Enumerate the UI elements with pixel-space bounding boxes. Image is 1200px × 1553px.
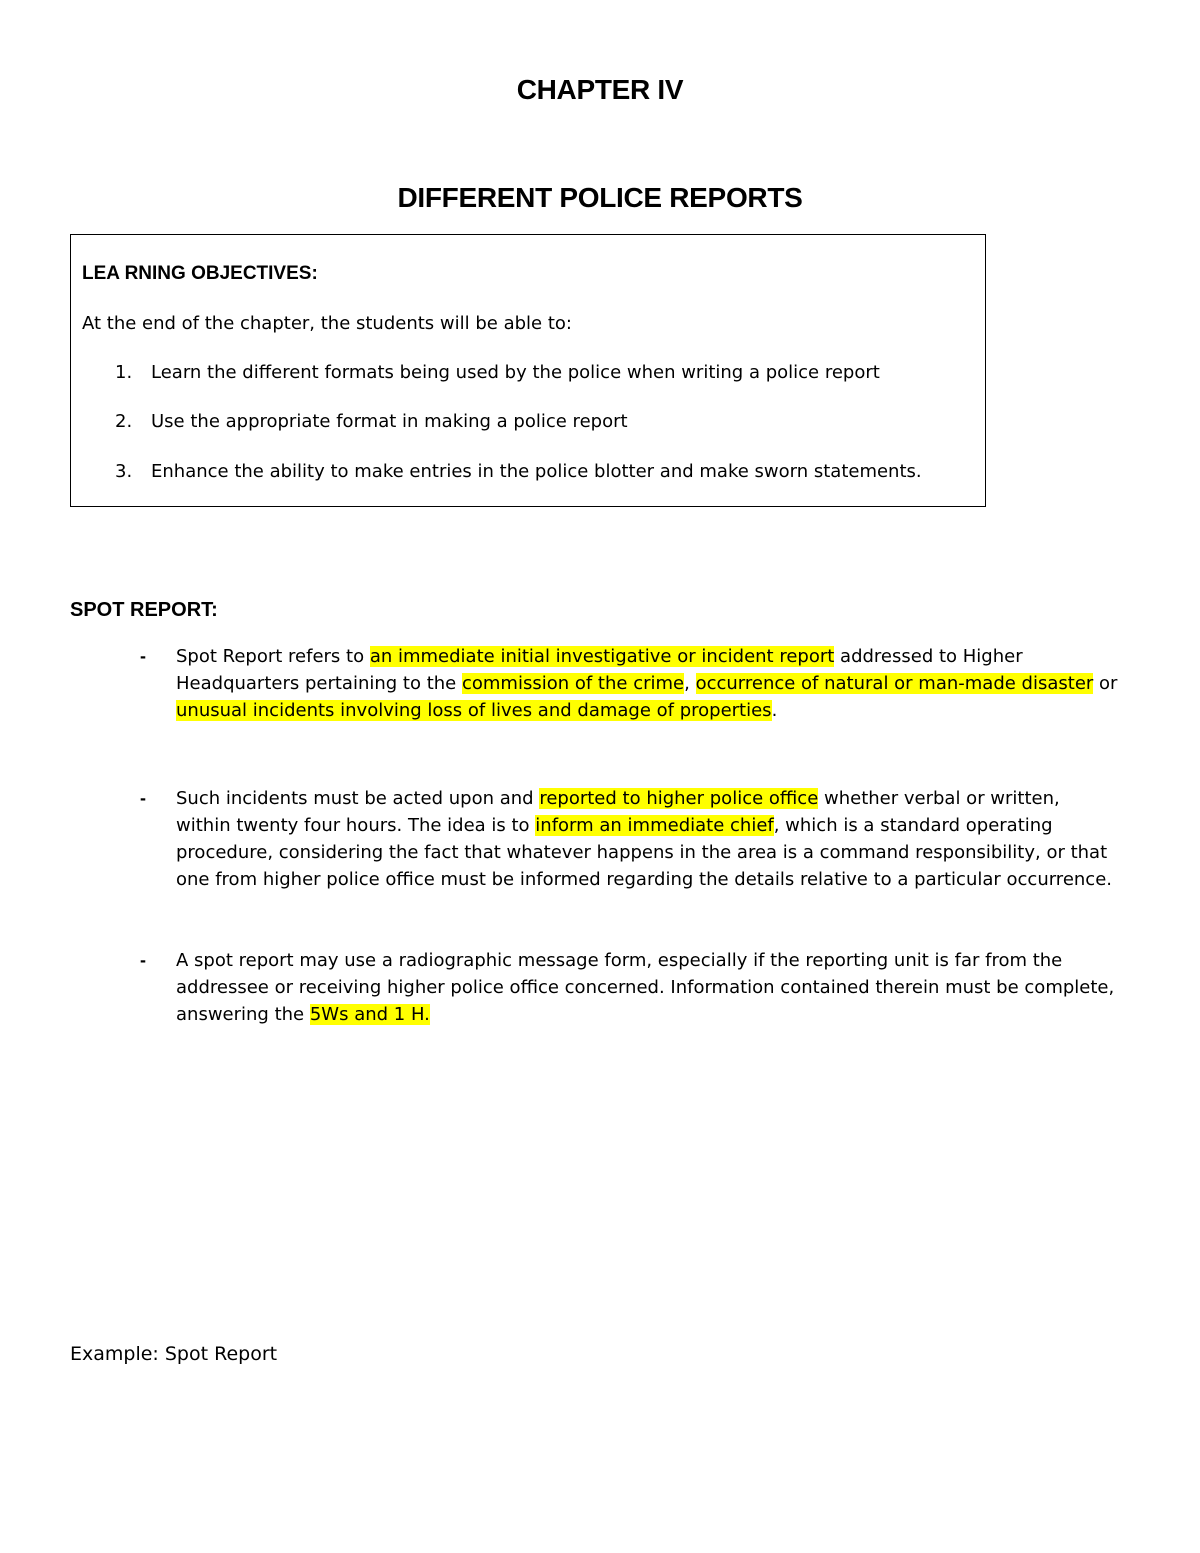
text-segment: , which is a standard operating procedure, considering the fact that whatever happens in the area is a command responsibility, or that one from higher police office must be informed regarding the details relative to a particular occurrence. — [176, 815, 1112, 890]
text-segment: Spot Report refers to — [176, 646, 370, 667]
objectives-intro: At the end of the chapter, the students will be able to: — [82, 313, 572, 334]
objective-text: Learn the different formats being used by the police when writing a police report — [151, 362, 880, 383]
learning-objectives-box — [70, 234, 986, 507]
objective-number: 3. — [115, 461, 133, 482]
bullet-dash: - — [140, 950, 146, 970]
chapter-title: CHAPTER IV — [516, 74, 684, 105]
text-segment: whether verbal or written, within twenty four hours. The idea is to — [176, 788, 1060, 836]
bullet-dash: - — [140, 788, 146, 808]
highlighted-text: unusual incidents involving loss of lives and damage of properties — [176, 700, 772, 721]
highlighted-text: inform an immediate chief — [535, 815, 774, 836]
text-segment: , — [684, 673, 696, 694]
objective-item — [115, 410, 628, 434]
objective-item — [115, 361, 880, 385]
document-title: DIFFERENT POLICE REPORTS — [397, 182, 803, 213]
objective-text: Enhance the ability to make entries in the police blotter and make sworn statements. — [151, 461, 922, 482]
spot-report-heading: SPOT REPORT: — [70, 599, 218, 621]
objective-text: Use the appropriate format in making a police report — [151, 411, 628, 432]
text-segment: or — [1093, 673, 1118, 694]
highlighted-text: 5Ws and 1 H. — [309, 1004, 430, 1025]
text-segment: A spot report may use a radiographic message form, especially if the reporting unit is far from the addressee or receiving higher police office concerned. Information contained therein must be complete, answering the — [176, 950, 1115, 1025]
highlighted-text: an immediate initial investigative or incident report — [369, 646, 835, 667]
objective-number: 2. — [115, 411, 133, 432]
objective-item — [115, 460, 922, 484]
objectives-heading: LEA RNING OBJECTIVES: — [82, 263, 318, 284]
text-segment: addressed to Higher Headquarters pertaining to the — [176, 646, 1023, 694]
highlighted-text: reported to higher police office — [539, 788, 819, 809]
highlighted-text: commission of the crime — [461, 673, 685, 694]
text-segment: . — [771, 700, 778, 721]
bullet-text — [176, 643, 1120, 724]
bullet-text — [176, 785, 1120, 893]
text-segment: Such incidents must be acted upon and — [176, 788, 540, 809]
highlighted-text: occurrence of natural or man-made disaster — [695, 673, 1094, 694]
objective-number: 1. — [115, 362, 133, 383]
example-label: Example: Spot Report — [70, 1343, 278, 1365]
bullet-dash: - — [140, 646, 146, 666]
bullet-text — [176, 947, 1120, 1028]
